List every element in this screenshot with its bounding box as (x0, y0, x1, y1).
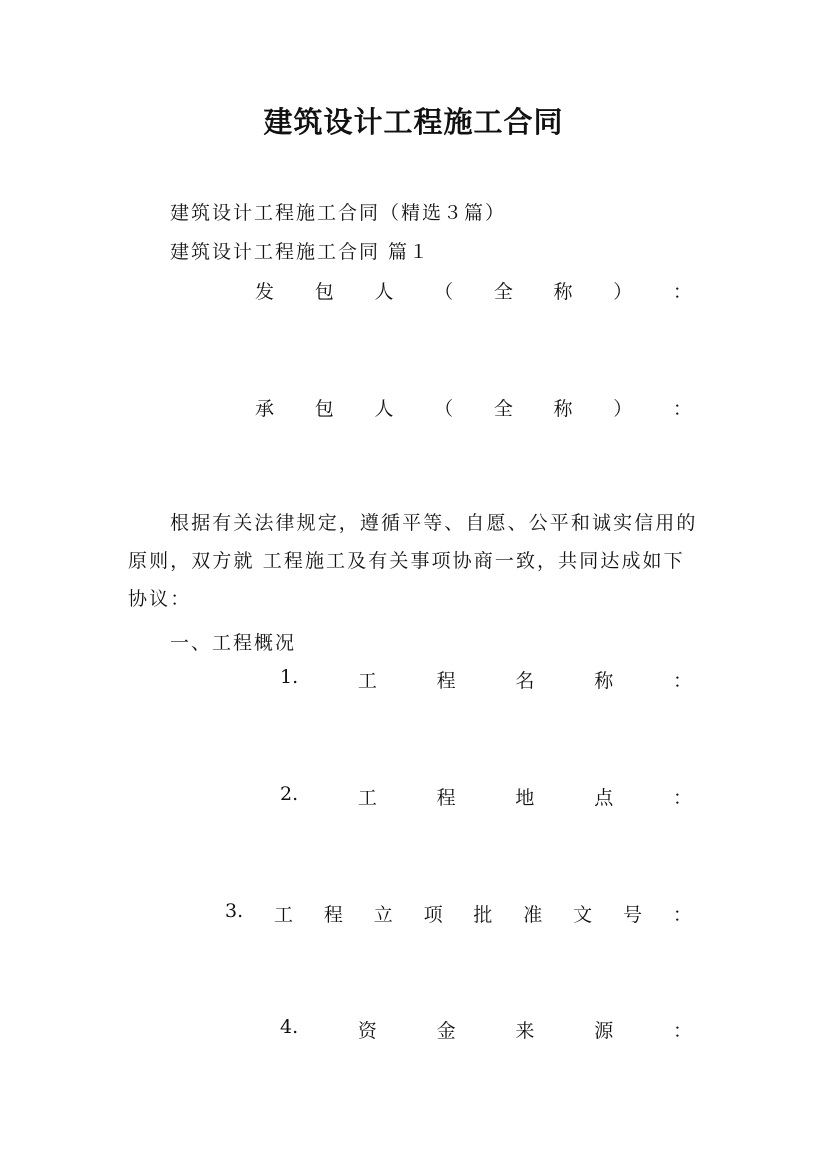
employer-label-char: ： (672, 281, 692, 303)
item-char: 点 (594, 787, 614, 809)
item-char: 金 (436, 1020, 456, 1042)
item-char: 立 (373, 904, 393, 926)
item-number: 3. (225, 900, 244, 922)
contractor-label-char: 全 (493, 398, 513, 420)
item-char: 准 (523, 904, 543, 926)
item-char: 称 (594, 670, 614, 692)
contractor-label-char: 承 (255, 398, 275, 420)
contractor-label-char: 人 (374, 398, 394, 420)
document-title: 建筑设计工程施工合同 (263, 105, 564, 139)
item-char: 地 (515, 787, 535, 809)
employer-label-char: 人 (374, 281, 394, 303)
item-char: 批 (473, 904, 493, 926)
item-number: 4. (280, 1016, 299, 1038)
item-char: 资 (357, 1020, 377, 1042)
employer-label-char: 包 (314, 281, 334, 303)
item-char: ： (672, 1020, 692, 1042)
employer-label-char: （ (434, 281, 454, 303)
project-name-field (280, 666, 692, 693)
item-number: 2. (280, 783, 299, 805)
item-char: ： (672, 787, 692, 809)
item-char: 源 (594, 1020, 614, 1042)
section-one-heading: 一、工程概况 (170, 632, 297, 654)
item-char: 号 (623, 904, 643, 926)
funding-source-field (280, 1016, 692, 1043)
item-char: 项 (423, 904, 443, 926)
item-char: ： (672, 670, 692, 692)
item-char: 名 (515, 670, 535, 692)
item-char: 文 (573, 904, 593, 926)
item-number: 1. (280, 666, 299, 688)
employer-label-char: 全 (493, 281, 513, 303)
item-char: 程 (436, 787, 456, 809)
employer-label-char: 发 (255, 281, 275, 303)
item-char: 程 (323, 904, 343, 926)
contractor-label (255, 394, 692, 421)
item-char: 程 (436, 670, 456, 692)
contractor-label-char: （ (434, 398, 454, 420)
item-char: 工 (357, 787, 377, 809)
item-char: 来 (515, 1020, 535, 1042)
contractor-label-char: ） (613, 398, 633, 420)
contractor-label-char: 包 (314, 398, 334, 420)
item-char: ： (672, 904, 692, 926)
contractor-label-char: 称 (553, 398, 573, 420)
employer-label (255, 277, 692, 304)
employer-label-char: ） (613, 281, 633, 303)
project-location-field (280, 783, 692, 810)
part-heading: 建筑设计工程施工合同 篇１ (170, 241, 431, 263)
item-char: 工 (273, 904, 293, 926)
intro-paragraph: 根据有关法律规定，遵循平等、自愿、公平和诚实信用的原则，双方就 工程施工及有关事项协商一致，共同达成如下协议： (128, 512, 698, 610)
document-subtitle: 建筑设计工程施工合同（精选３篇） (170, 202, 507, 224)
approval-document-number-field (225, 900, 692, 927)
contractor-label-char: ： (672, 398, 692, 420)
employer-label-char: 称 (553, 281, 573, 303)
item-char: 工 (357, 670, 377, 692)
